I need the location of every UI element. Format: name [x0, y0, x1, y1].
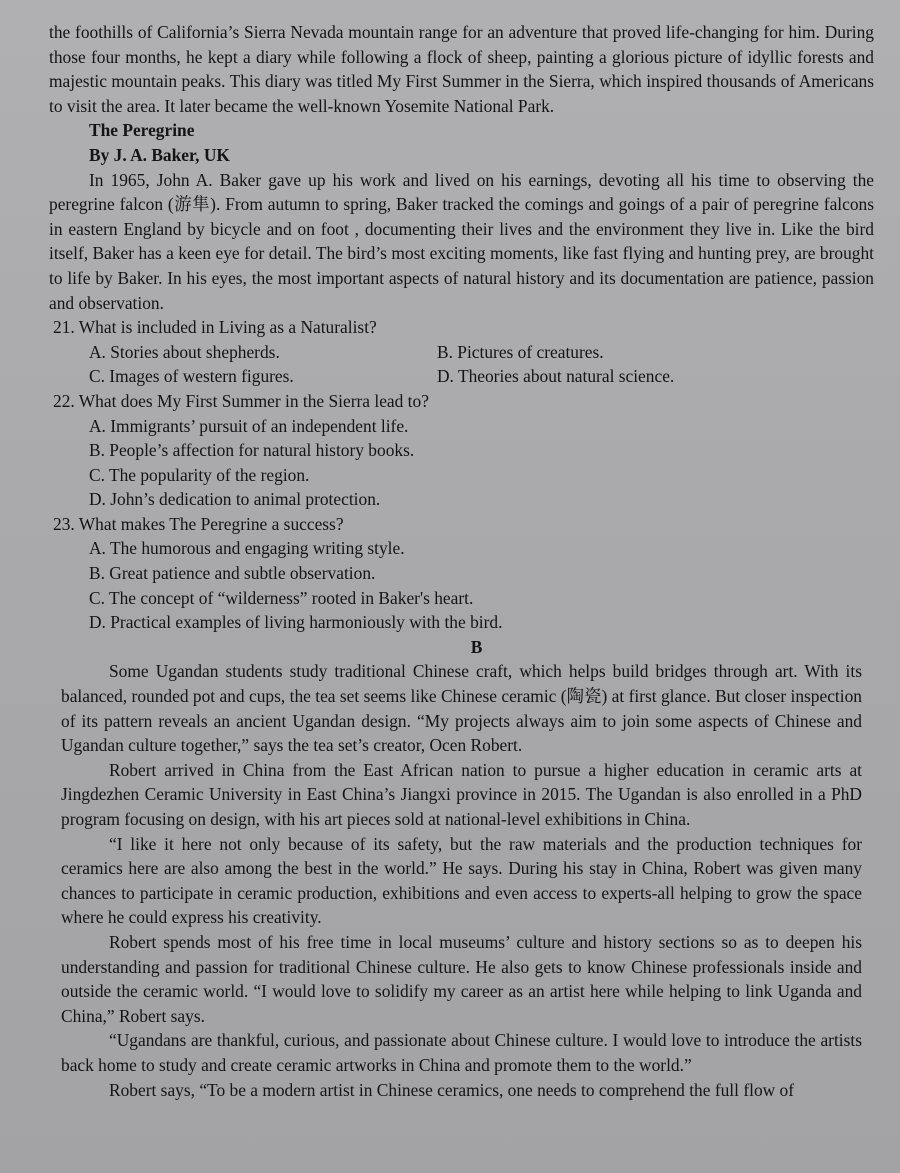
peregrine-paragraph: In 1965, John A. Baker gave up his work and lived on his earnings, devoting all his time to observing the peregrine falcon (游隼). From autumn to spring, Baker tracked the comings and goings of a pair of peregrine falcons in eastern England by bicycle and on foot , documenting their lives and the environment they live in. Like the bird itself, Baker has a keen eye for detail. The bird’s most exciting moments, like fast flying and hunting prey, are brought to life by Baker. In his eyes, the most important aspects of natural history and its documentation are patience, passion and observation.: [49, 169, 874, 313]
option-a: A. The humorous and engaging writing style.: [89, 538, 405, 559]
question-stem: 23. What makes The Peregrine a success?: [53, 513, 344, 534]
part-a: [49, 20, 874, 315]
passage-paragraph: Some Ugandan students study traditional Chinese craft, which helps build bridges through art. With its balanced, rounded pot and cups, the tea set seems like Chinese ceramic (陶瓷) at first glance. But closer inspection of its pattern reveals an ancient Ugandan design. “My projects always aim to join some aspects of Chinese and Ugandan culture together,” says the tea set’s creator, Ocen Robert.: [61, 661, 862, 756]
option-c: C. Images of western figures.: [89, 366, 294, 387]
option-b: B. Great patience and subtle observation.: [89, 563, 376, 584]
passage-paragraph: “Ugandans are thankful, curious, and passionate about Chinese culture. I would love to introduce the artists back home to study and create ceramic artworks in China and promote them to the world.”: [61, 1030, 862, 1075]
passage-paragraph: “I like it here not only because of its safety, but the raw materials and the production techniques for ceramics here are also among the best in the world.” He says. During his stay in China, Robert was given many chances to participate in ceramic production, exhibitions and even access to experts-all helping to grow the space where he could express his creativity.: [61, 833, 862, 928]
option-b: B. Pictures of creatures.: [437, 341, 604, 362]
option-d: D. John’s dedication to animal protection.: [89, 489, 381, 510]
part-b: [49, 635, 874, 1102]
yosemite-paragraph: the foothills of California’s Sierra Nevada mountain range for an adventure that proved life-changing for him. During those four months, he kept a diary while following a flock of sheep, painting a glorious picture of idyllic forests and majestic mountain peaks. This diary was titled My First Summer in the Sierra, which inspired thousands of Americans to visit the area. It later became the well-known Yosemite National Park.: [49, 22, 874, 116]
question-22: [49, 389, 874, 512]
option-a: A. Stories about shepherds.: [89, 341, 280, 362]
section-letter: B: [470, 636, 483, 657]
question-21: [49, 315, 874, 389]
question-stem: 22. What does My First Summer in the Sierra lead to?: [53, 390, 429, 411]
option-c: C. The popularity of the region.: [89, 464, 310, 485]
passage-paragraph: Robert says, “To be a modern artist in Chinese ceramics, one needs to comprehend the full flow of: [109, 1079, 795, 1100]
questions: [49, 315, 874, 635]
option-b: B. People’s affection for natural history books.: [89, 440, 415, 461]
book-author: By J. A. Baker, UK: [89, 144, 230, 165]
option-row: [49, 364, 874, 389]
option-c: C. The concept of “wilderness” rooted in Baker's heart.: [89, 587, 474, 608]
question-23: [49, 512, 874, 635]
option-row: [49, 340, 874, 365]
option-d: D. Theories about natural science.: [437, 366, 675, 387]
question-stem: 21. What is included in Living as a Naturalist?: [53, 317, 377, 338]
book-title: The Peregrine: [89, 120, 195, 141]
passage-paragraph: Robert spends most of his free time in local museums’ culture and history sections so as to deepen his understanding and passion for traditional Chinese culture. He also gets to know Chinese professionals inside and outside the ceramic world. “I would love to solidify my career as an artist here while helping to link Uganda and China,” Robert says.: [61, 931, 862, 1026]
passage-paragraph: Robert arrived in China from the East African nation to pursue a higher education in ceramic arts at Jingdezhen Ceramic University in East China’s Jiangxi province in 2015. The Ugandan is also enrolled in a PhD program focusing on design, with his art pieces sold at national-level exhibitions in China.: [61, 759, 862, 829]
option-d: D. Practical examples of living harmoniously with the bird.: [89, 612, 503, 633]
option-a: A. Immigrants’ pursuit of an independent life.: [89, 415, 409, 436]
